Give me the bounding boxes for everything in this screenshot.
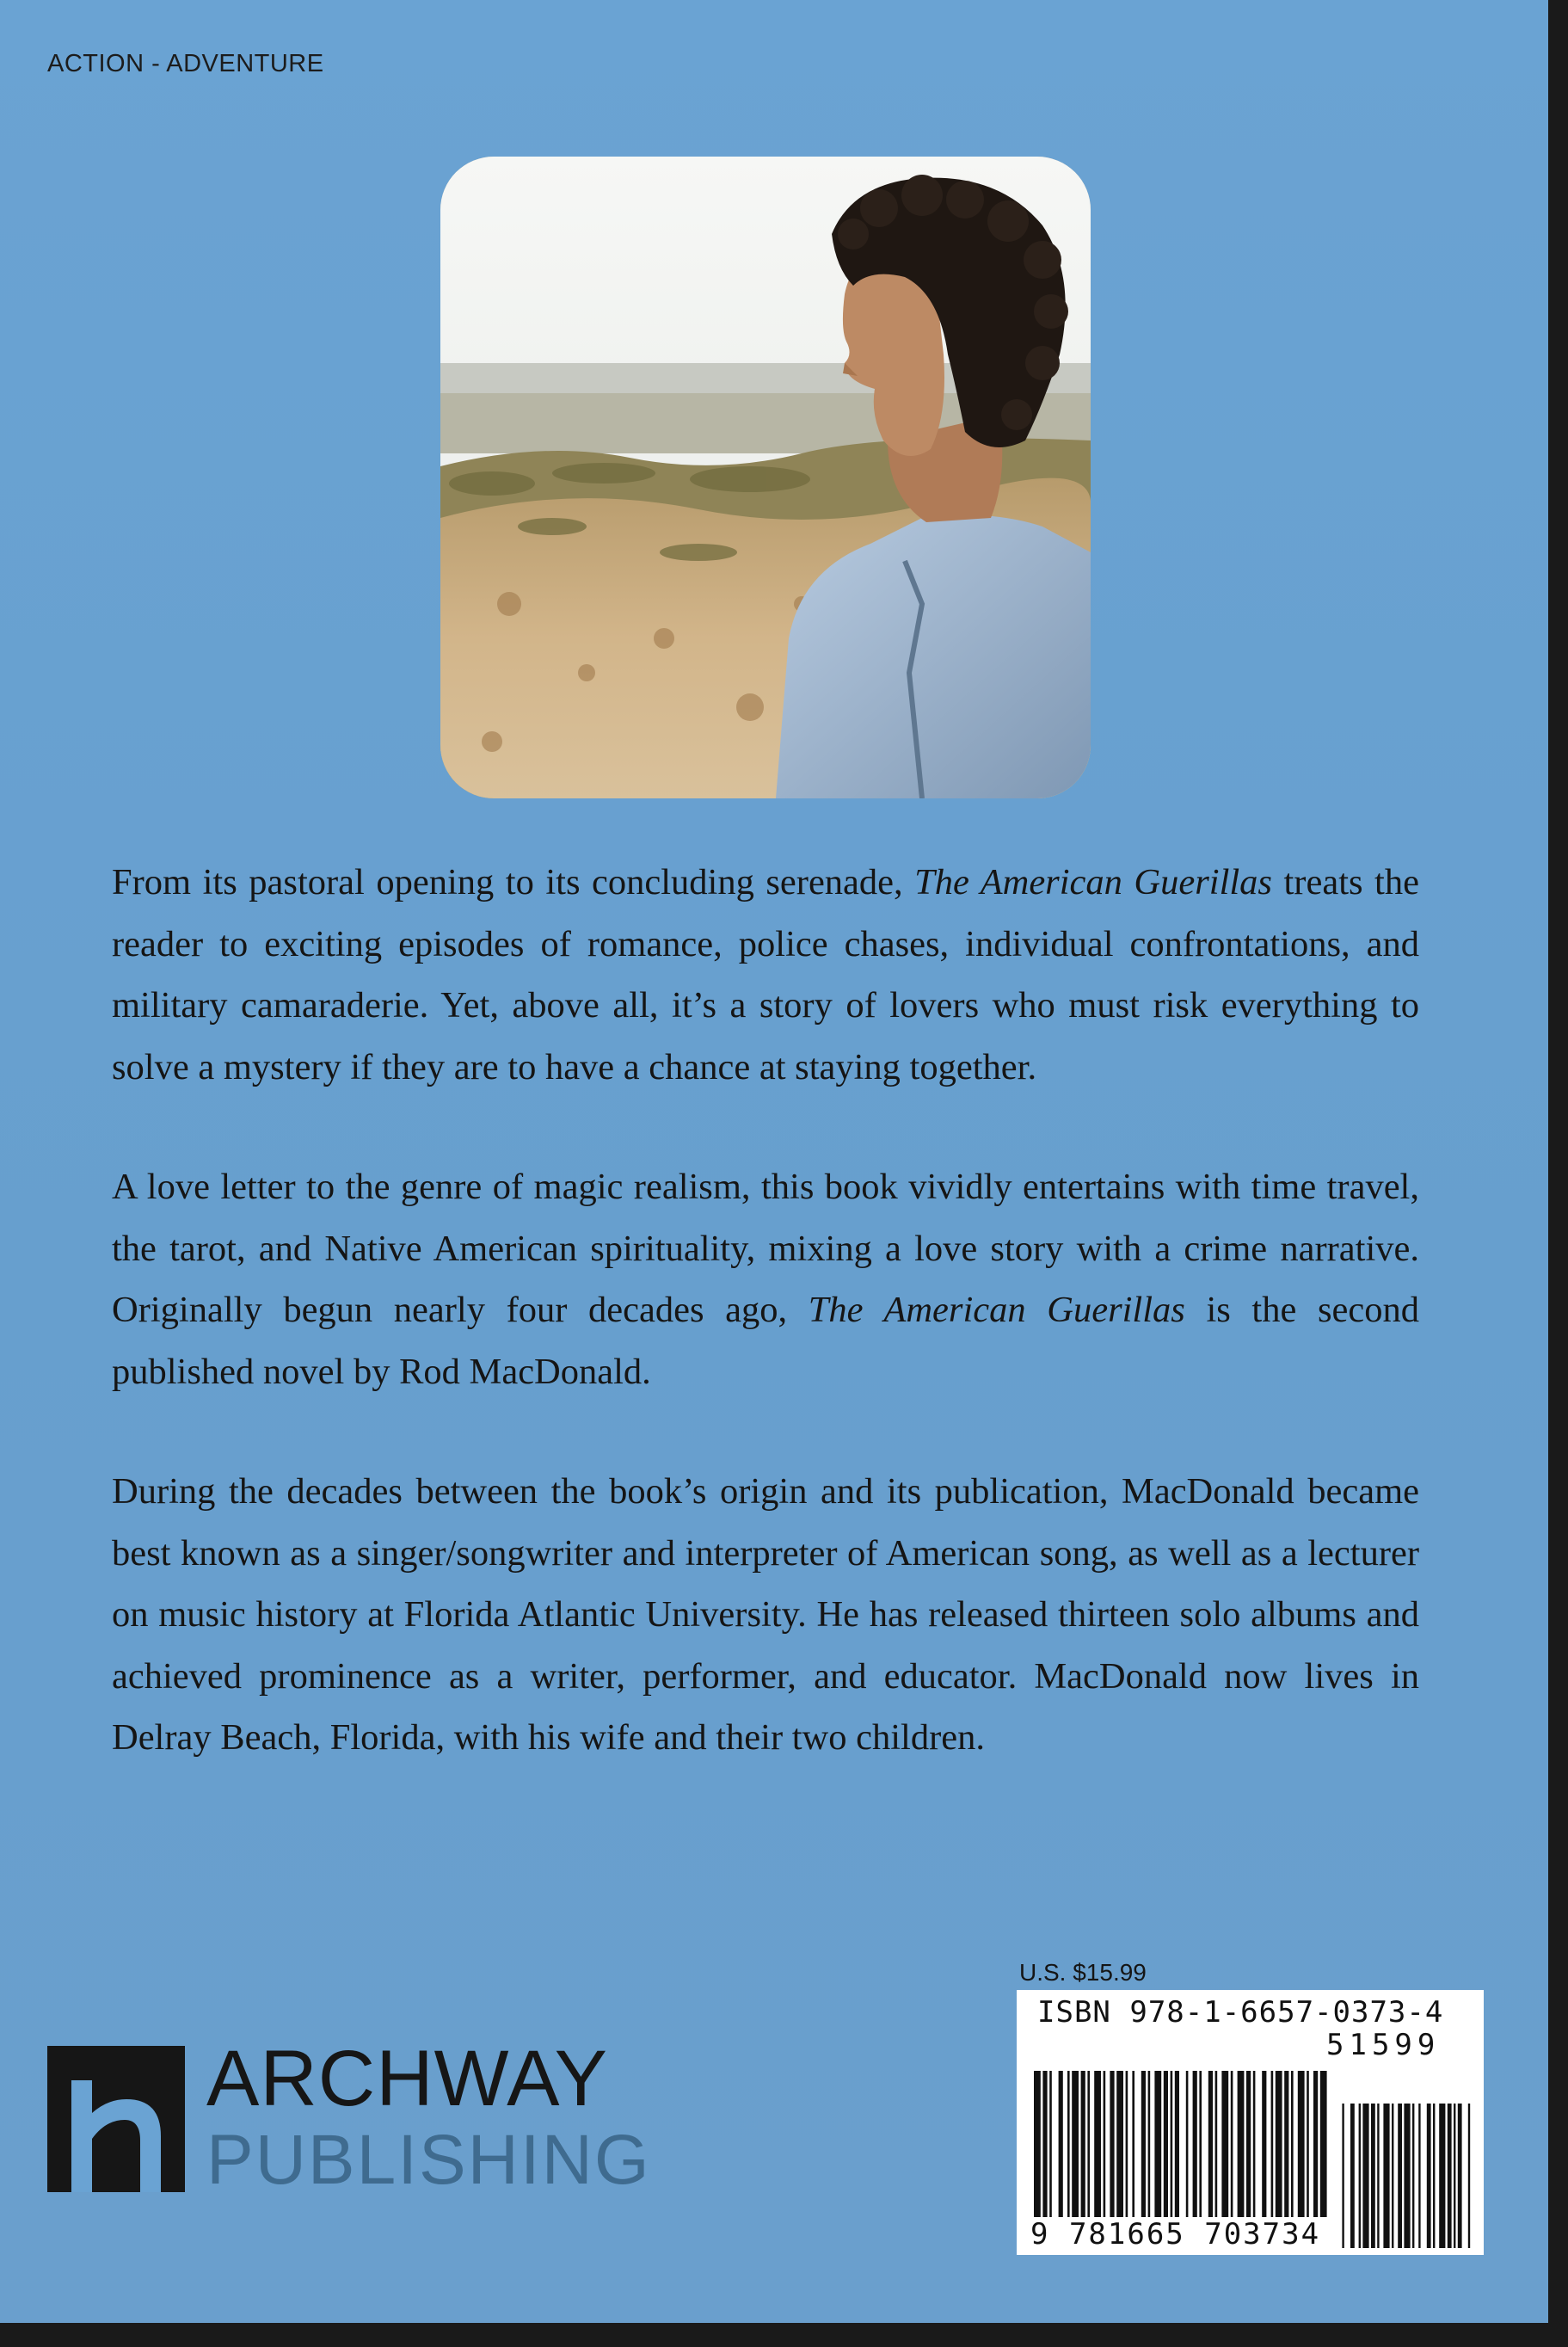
barcode-bar <box>1171 2071 1173 2217</box>
isbn-number: ISBN 978-1-6657-0373-4 <box>1037 1995 1444 2030</box>
barcode-bar <box>1126 2071 1128 2217</box>
barcode-addon-bar <box>1383 2104 1389 2248</box>
book-title: The American Guerillas <box>914 862 1272 902</box>
barcode-addon-bar <box>1404 2104 1410 2248</box>
barcode-addon-bar <box>1377 2104 1379 2248</box>
barcode-addon-bar <box>1342 2104 1344 2248</box>
barcode-bar <box>1067 2071 1070 2217</box>
barcode-bar <box>1034 2071 1041 2217</box>
barcode-addon-bar <box>1412 2104 1414 2248</box>
barcode-bar <box>1231 2071 1233 2217</box>
publisher-logo <box>47 2035 718 2202</box>
barcode-bar <box>1215 2071 1218 2217</box>
barcode-bar <box>1164 2071 1168 2217</box>
barcode-bar <box>1059 2071 1063 2217</box>
barcode-addon-bar <box>1398 2104 1402 2248</box>
barcode-addon-bar <box>1439 2104 1445 2248</box>
blurb-paragraph-1: From its pastoral opening to its concluding serenade, The American Guerillas treats the reader to exciting episodes of romance, police chases, individual confrontations, and military camaraderie. Yet, above all, it’s a story of lovers who must risk everything to solve a mystery if they are to have a chance at staying together. <box>112 862 1419 1087</box>
publisher-subname: PUBLISHING <box>206 2121 651 2199</box>
barcode-bar <box>1186 2071 1189 2217</box>
barcode-bar <box>1221 2071 1228 2217</box>
barcode-bar <box>1110 2071 1114 2217</box>
barcode-bar <box>1087 2071 1090 2217</box>
barcode-bar <box>1284 2071 1288 2217</box>
barcode-bar <box>1193 2071 1197 2217</box>
barcode-bar <box>1271 2071 1274 2217</box>
barcode-bar <box>1262 2071 1266 2217</box>
barcode-bar <box>1175 2071 1179 2217</box>
barcode-bar <box>1298 2071 1305 2217</box>
barcode-addon-bar <box>1418 2104 1420 2248</box>
publisher-name: ARCHWAY <box>206 2035 608 2122</box>
barcode-bar <box>1253 2071 1256 2217</box>
barcode-addon-bar <box>1362 2104 1368 2248</box>
author-portrait-image <box>440 157 1091 798</box>
barcode-bar <box>1246 2071 1251 2217</box>
barcode-addon-bar <box>1427 2104 1431 2248</box>
barcode-bar <box>1141 2071 1146 2217</box>
archway-logo-icon <box>47 2046 185 2192</box>
book-title: The American Guerillas <box>808 1290 1185 1330</box>
barcode-bar <box>1307 2071 1309 2217</box>
barcode-bar <box>1154 2071 1161 2217</box>
barcode-bar <box>1104 2071 1106 2217</box>
barcode-bar <box>1042 2071 1047 2217</box>
barcode-bar <box>1291 2071 1294 2217</box>
barcode-bar <box>1081 2071 1085 2217</box>
barcode-addon-bar <box>1392 2104 1393 2248</box>
barcode-addon-bar <box>1350 2104 1355 2248</box>
price-label: U.S. $15.99 <box>1019 1959 1147 1986</box>
barcode-bars <box>1029 2033 1476 2248</box>
barcode-addon-bar <box>1458 2104 1462 2248</box>
barcode-addon-bar <box>1468 2104 1470 2248</box>
barcode-addon-bar <box>1433 2104 1435 2248</box>
barcode-addon-bar <box>1371 2104 1375 2248</box>
blurb <box>112 852 1419 1769</box>
barcode-bar <box>1199 2071 1202 2217</box>
barcode-addon-bar <box>1454 2104 1455 2248</box>
blurb-paragraph-3: During the decades between the book’s origin and its publication, MacDonald became best known as a singer/songwriter and interpreter of American song, as well as a lecturer on music history at Florida Atlantic University. He has released thirteen solo albums and achieved prominence as a writer, performer, and educator. MacDonald now lives in Delray Beach, Florida, with his wife and their two children. <box>112 1471 1419 1758</box>
barcode-bar <box>1049 2071 1052 2217</box>
author-photo <box>440 157 1091 798</box>
barcode-bar <box>1320 2071 1327 2217</box>
barcode-bar <box>1148 2071 1151 2217</box>
barcode-bar <box>1132 2071 1134 2217</box>
barcode-addon-number: 51599 <box>1326 2028 1441 2062</box>
barcode-bar <box>1313 2071 1318 2217</box>
barcode-bar <box>1238 2071 1245 2217</box>
barcode <box>1017 1990 1484 2255</box>
genre-label: ACTION - ADVENTURE <box>47 50 324 77</box>
barcode-bar <box>1116 2071 1123 2217</box>
blurb-paragraph-2: A love letter to the genre of magic realism, this book vividly entertains with time travel, the tarot, and Native American spirituality, mixing a love story with a crime narrative. Originally begun nearly four decades ago, The American Guerillas is the second published novel by Rod MacDonald. <box>112 1167 1419 1392</box>
barcode-addon-bar <box>1448 2104 1452 2248</box>
barcode-bar <box>1072 2071 1079 2217</box>
barcode-bar <box>1276 2071 1282 2217</box>
ean-number: 9 781665 703734 <box>1030 2217 1321 2252</box>
barcode-addon-bar <box>1359 2104 1361 2248</box>
barcode-bar <box>1094 2071 1101 2217</box>
barcode-bar <box>1208 2071 1213 2217</box>
